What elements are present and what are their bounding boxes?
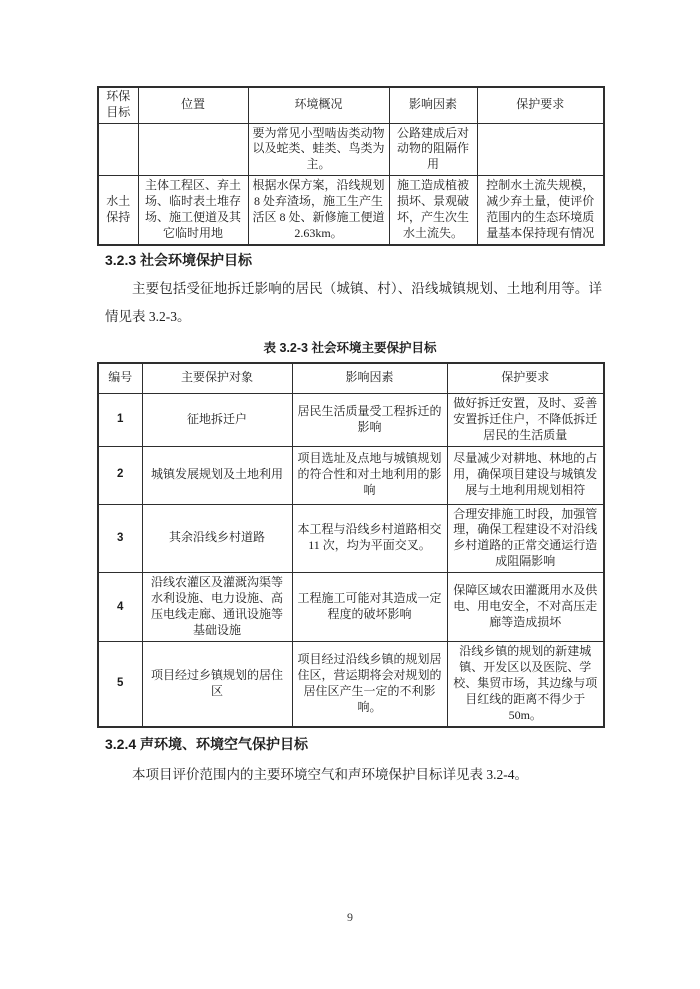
table-row	[98, 504, 604, 573]
table-cell: 做好拆迁安置，及时、妥善安置拆迁住户，不降低拆迁居民的生活质量	[447, 393, 604, 446]
row-number-cell: 3	[98, 504, 142, 573]
table-cell: 尽量减少对耕地、林地的占用，确保项目建设与城镇发展与土地利用规划相符	[447, 446, 604, 504]
table-cell: 沿线乡镇的规划的新建城镇、开发区以及医院、学校、集贸市场，其边缘与项目红线的距离不得少于 50m。	[447, 642, 604, 727]
table-row	[98, 642, 604, 727]
column-header: 主要保护对象	[142, 363, 292, 393]
table-cell: 合理安排施工时段，加强管理，确保工程建设不对沿线乡村道路的正常交通运行造成阻隔影响	[447, 504, 604, 573]
column-header: 影响因素	[292, 363, 447, 393]
table-header-row	[98, 87, 604, 123]
table-cell	[138, 123, 248, 176]
table-cell: 公路建成后对动物的阻隔作用	[389, 123, 477, 176]
table-row	[98, 446, 604, 504]
table-cell: 主体工程区、弃土场、临时表土堆存场、施工便道及其它临时用地	[138, 176, 248, 245]
table-cell: 工程施工可能对其造成一定程度的破坏影响	[292, 573, 447, 642]
table-row	[98, 123, 604, 176]
table-cell: 项目经过沿线乡镇的规划居住区，营运期将会对规划的居住区产生一定的不利影响。	[292, 642, 447, 727]
table-row	[98, 573, 604, 642]
social-env-protection-table	[97, 362, 605, 728]
column-header: 保护要求	[477, 87, 604, 123]
table-cell: 要为常见小型啮齿类动物以及蛇类、蛙类、鸟类为主。	[248, 123, 389, 176]
table-row	[98, 176, 604, 245]
column-header: 保护要求	[447, 363, 604, 393]
table-cell: 沿线农灌区及灌溉沟渠等水利设施、电力设施、高压电线走廊、通讯设施等基础设施	[142, 573, 292, 642]
column-header: 环保目标	[98, 87, 138, 123]
table-cell: 城镇发展规划及土地利用	[142, 446, 292, 504]
section-323-paragraph: 主要包括受征地拆迁影响的居民（城镇、村）、沿线城镇规划、土地利用等。详情见表 3.2-3。	[105, 281, 602, 325]
document-body	[97, 86, 603, 789]
section-heading-323: 3.2.3 社会环境保护目标	[105, 252, 253, 269]
table-cell	[98, 123, 138, 176]
column-header: 环境概况	[248, 87, 389, 123]
table-cell: 控制水土流失规模，减少弃土量，使评价范围内的生态环境质量基本保持现有情况	[477, 176, 604, 245]
section-heading-324: 3.2.4 声环境、环境空气保护目标	[105, 735, 309, 752]
table-cell: 征地拆迁户	[142, 393, 292, 446]
table-cell: 根据水保方案，沿线规划 8 处弃渣场，施工生产生活区 8 处、新修施工便道 2.63km。	[248, 176, 389, 245]
table-header-row	[98, 363, 604, 393]
row-number-cell: 5	[98, 642, 142, 727]
page-number: 9	[347, 910, 353, 924]
column-header: 位置	[138, 87, 248, 123]
table-row	[98, 393, 604, 446]
column-header: 影响因素	[389, 87, 477, 123]
env-protection-table-continued	[97, 86, 605, 246]
row-number-cell: 2	[98, 446, 142, 504]
table-cell: 保障区域农田灌溉用水及供电、用电安全，不对高压走廊等造成损坏	[447, 573, 604, 642]
table-323-caption: 表 3.2-3 社会环境主要保护目标	[263, 341, 437, 356]
row-number-cell: 1	[98, 393, 142, 446]
table-cell: 水土保持	[98, 176, 138, 245]
table-cell: 项目经过乡镇规划的居住区	[142, 642, 292, 727]
section-324-paragraph: 本项目评价范围内的主要环境空气和声环境保护目标详见表 3.2-4。	[132, 766, 528, 782]
table-cell: 居民生活质量受工程拆迁的影响	[292, 393, 447, 446]
table-cell: 项目选址及点地与城镇规划的符合性和对土地利用的影响	[292, 446, 447, 504]
table-cell: 施工造成植被损坏、景观破坏，产生次生水土流失。	[389, 176, 477, 245]
table-cell: 本工程与沿线乡村道路相交 11 次，均为平面交叉。	[292, 504, 447, 573]
table-cell	[477, 123, 604, 176]
row-number-cell: 4	[98, 573, 142, 642]
column-header: 编号	[98, 363, 142, 393]
table-cell: 其余沿线乡村道路	[142, 504, 292, 573]
